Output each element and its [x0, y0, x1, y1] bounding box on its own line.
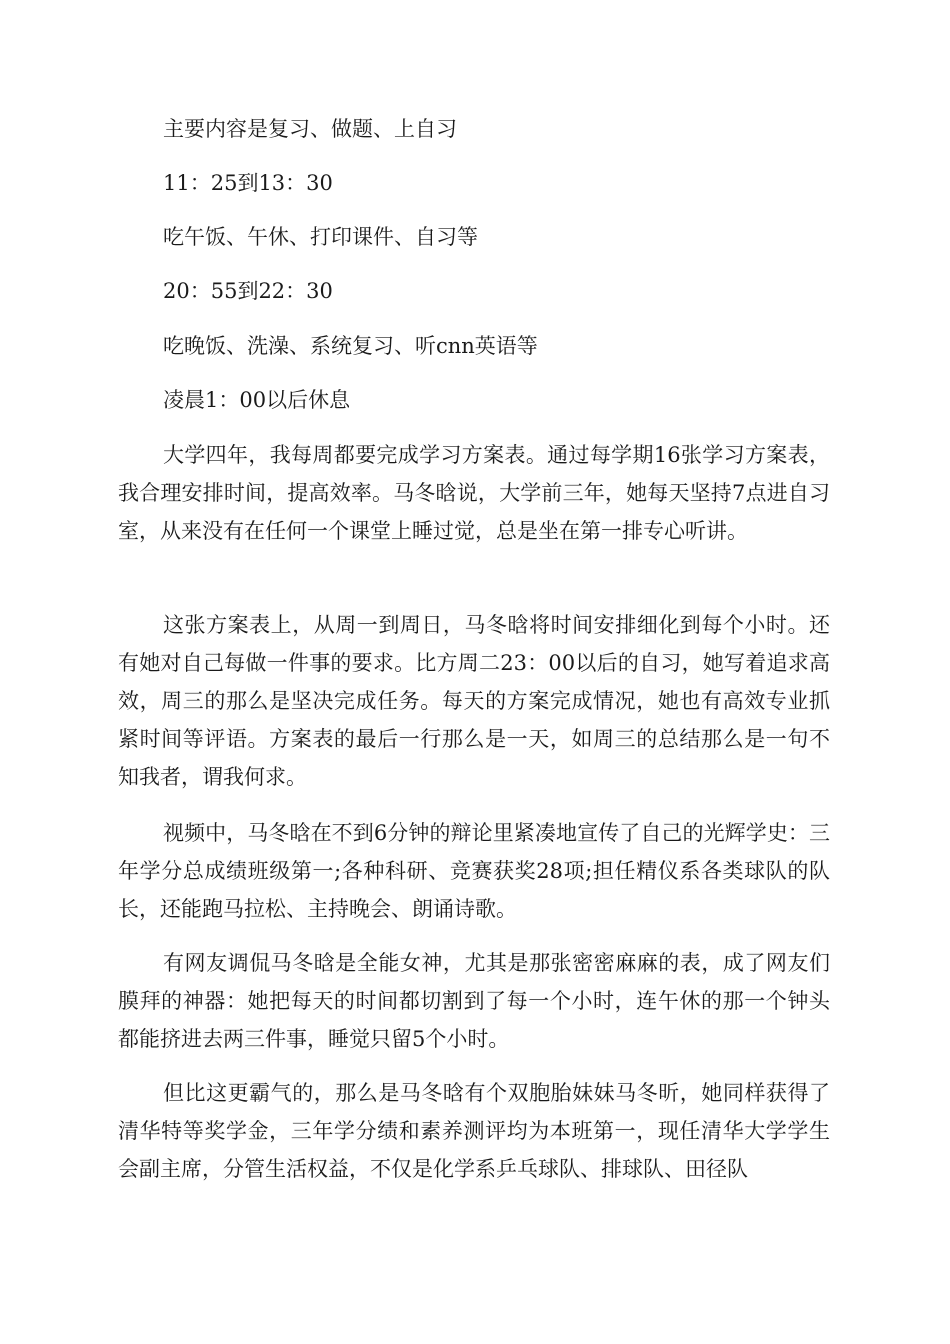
paragraph-netizens: 有网友调侃马冬晗是全能女神，尤其是那张密密麻麻的表，成了网友们膜拜的神器：她把每天的时间都切割到了每一个小时，连午休的那一个钟头都能挤进去两三件事，睡觉只留5个小时。	[118, 951, 830, 1051]
schedule-line-1: 主要内容是复习、做题、上自习	[163, 117, 457, 141]
paragraph-video: 视频中，马冬晗在不到6分钟的辩论里紧凑地宣传了自己的光辉学史：三年学分总成绩班级第一;各种科研、竞赛获奖28项;担任精仪系各类球队的队长，还能跑马拉松、主持晚会、朗诵诗歌。	[118, 821, 830, 921]
paragraph-twin-sister: 但比这更霸气的，那么是马冬晗有个双胞胎妹妹马冬昕，她同样获得了清华特等奖学金，三年学分绩和素养测评均为本班第一，现任清华大学学生会副主席，分管生活权益，不仅是化学系乒乓球队、排球队、田径队	[118, 1081, 830, 1181]
schedule-line-4: 20：55到22：30	[163, 279, 333, 303]
schedule-line-5: 吃晚饭、洗澡、系统复习、听cnn英语等	[163, 334, 538, 358]
schedule-line-3: 吃午饭、午休、打印课件、自习等	[163, 225, 478, 249]
paragraph-study-plan: 大学四年，我每周都要完成学习方案表。通过每学期16张学习方案表，我合理安排时间，提高效率。马冬晗说，大学前三年，她每天坚持7点进自习室，从来没有在任何一个课堂上睡过觉，总是坐在第一排专心听讲。	[118, 443, 830, 543]
schedule-line-2: 11：25到13：30	[163, 171, 333, 195]
schedule-line-6: 凌晨1：00以后休息	[163, 388, 351, 412]
paragraph-plan-table: 这张方案表上，从周一到周日，马冬晗将时间安排细化到每个小时。还有她对自己每做一件事的要求。比方周二23：00以后的自习，她写着追求高效，周三的那么是坚决完成任务。每天的方案完成情况，她也有高效专业抓紧时间等评语。方案表的最后一行那么是一天，如周三的总结那么是一句不知我者，谓我何求。	[118, 613, 830, 789]
